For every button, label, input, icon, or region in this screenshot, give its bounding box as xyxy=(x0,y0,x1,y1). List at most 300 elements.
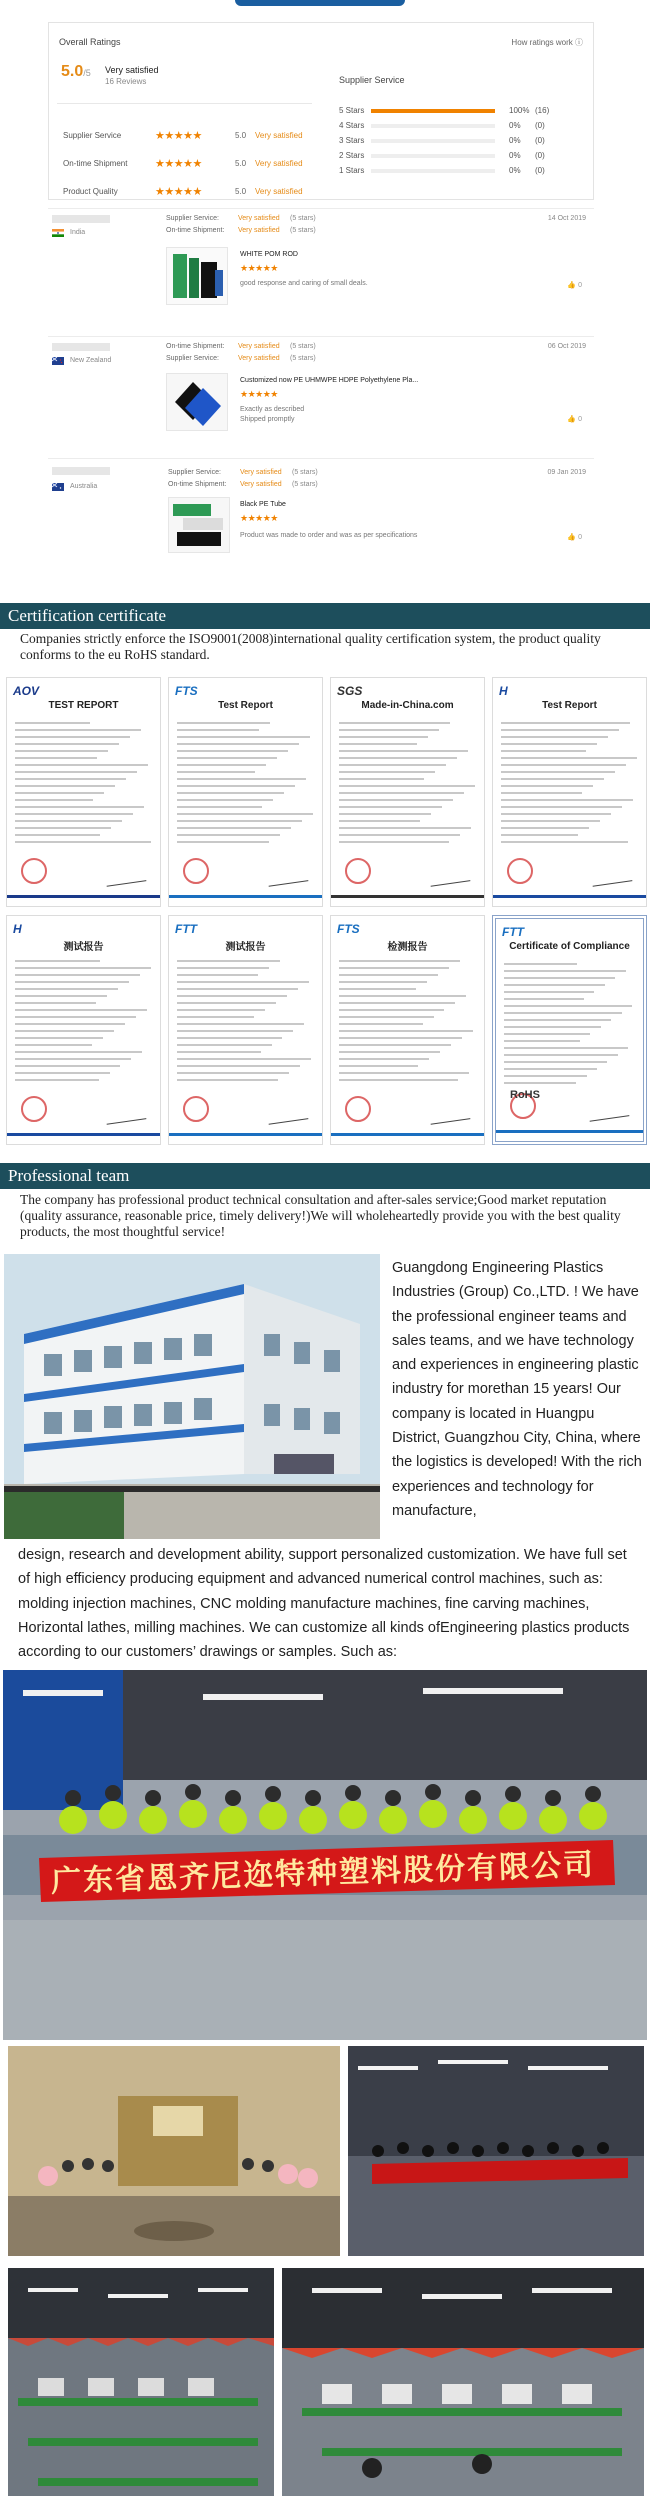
signature-mark xyxy=(106,1111,147,1124)
text-line xyxy=(15,1065,120,1067)
text-line xyxy=(15,778,126,780)
distribution-percent: 100% xyxy=(509,106,530,115)
rating-label: On-time Shipment: xyxy=(166,343,225,350)
text-line xyxy=(339,806,442,808)
text-line xyxy=(177,981,309,983)
text-line xyxy=(177,841,269,843)
product-star-rating: ★★★★★ xyxy=(240,389,278,399)
team-group-photo xyxy=(3,1670,647,2040)
text-line xyxy=(501,722,630,724)
review-rating-line xyxy=(166,355,386,362)
distribution-bar xyxy=(371,139,495,143)
certificate-logo: H xyxy=(499,684,508,698)
distribution-label: 1 Stars xyxy=(339,166,365,175)
text-line xyxy=(15,736,130,738)
text-line xyxy=(501,834,578,836)
signature-mark xyxy=(268,1111,309,1124)
product-thumbnail[interactable] xyxy=(166,247,228,305)
text-line xyxy=(15,1044,92,1046)
certification-heading: Certification certificate xyxy=(0,603,650,629)
product-star-rating: ★★★★★ xyxy=(240,513,278,523)
certificate-seal-icon xyxy=(183,858,209,884)
signature-mark xyxy=(430,1111,471,1124)
text-line xyxy=(15,1051,142,1053)
review-comment: good response and caring of small deals. xyxy=(240,280,368,287)
text-line xyxy=(15,729,141,731)
text-line xyxy=(339,1016,434,1018)
text-line xyxy=(15,813,133,815)
star-rating: ★★★★★ xyxy=(155,130,202,142)
text-line xyxy=(339,778,424,780)
certificate-card[interactable] xyxy=(6,677,161,907)
text-line xyxy=(177,988,298,990)
text-line xyxy=(339,841,449,843)
rating-label: On-time Shipment: xyxy=(168,481,227,488)
certificate-card[interactable] xyxy=(492,677,647,907)
text-line xyxy=(177,995,287,997)
text-line xyxy=(177,771,255,773)
text-line xyxy=(501,820,600,822)
criteria-label: Supplier Service xyxy=(63,131,122,140)
distribution-bar xyxy=(371,124,495,128)
like-button[interactable]: 👍 0 xyxy=(567,416,582,423)
text-line xyxy=(339,1065,418,1067)
distribution-label: 3 Stars xyxy=(339,136,365,145)
text-line xyxy=(177,785,295,787)
product-thumbnail[interactable] xyxy=(166,373,228,431)
text-line xyxy=(339,1002,455,1004)
text-line xyxy=(339,995,466,997)
text-line xyxy=(177,967,269,969)
certificate-title: Made-in-China.com xyxy=(361,700,454,711)
certificate-footer-strip xyxy=(169,895,322,898)
text-line xyxy=(177,757,277,759)
reviewer-name-blurred xyxy=(52,343,110,351)
rating-stars-count: (5 stars) xyxy=(290,215,316,222)
text-line xyxy=(504,1026,601,1028)
distribution-count: (0) xyxy=(535,151,545,160)
certificate-footer-strip xyxy=(331,1133,484,1136)
text-line xyxy=(177,1009,265,1011)
text-line xyxy=(339,1044,451,1046)
text-line xyxy=(339,1030,473,1032)
text-line xyxy=(339,743,417,745)
text-line xyxy=(15,792,104,794)
certificate-text-lines xyxy=(177,960,314,1086)
text-line xyxy=(339,974,438,976)
signature-mark xyxy=(592,873,633,886)
like-count: 0 xyxy=(578,534,582,541)
certificate-logo: AOV xyxy=(13,684,40,698)
text-line xyxy=(339,722,450,724)
certificate-text-lines xyxy=(501,722,638,848)
product-image xyxy=(169,498,229,552)
rating-stars-count: (5 stars) xyxy=(290,343,316,350)
distribution-percent: 0% xyxy=(509,121,521,130)
company-banner-text: 广东省恩齐尼迩特种塑料股份有限公司 xyxy=(50,1847,596,1900)
criteria-label: On-time Shipment xyxy=(63,159,128,168)
text-line xyxy=(15,743,119,745)
text-line xyxy=(177,764,266,766)
text-line xyxy=(177,1023,304,1025)
rating-label: Supplier Service: xyxy=(166,355,219,362)
satisfaction-label: Very satisfied xyxy=(105,65,159,75)
text-line xyxy=(177,1065,300,1067)
text-line xyxy=(15,1079,99,1081)
text-line xyxy=(177,799,273,801)
distribution-bar xyxy=(371,169,495,173)
text-line xyxy=(501,841,628,843)
review-item xyxy=(48,208,594,336)
text-line xyxy=(504,1012,622,1014)
text-line xyxy=(15,1037,103,1039)
text-line xyxy=(501,799,633,801)
certificate-title: Test Report xyxy=(218,700,273,711)
text-line xyxy=(339,967,449,969)
text-line xyxy=(504,1033,590,1035)
text-line xyxy=(504,998,584,1000)
certificate-logo: FTS xyxy=(175,684,198,698)
star-rating: ★★★★★ xyxy=(155,186,202,198)
rohs-badge: RoHS xyxy=(510,1089,540,1101)
text-line xyxy=(15,834,100,836)
criteria-text: Very satisfied xyxy=(255,187,303,196)
rating-stars-count: (5 stars) xyxy=(292,469,318,476)
text-line xyxy=(15,1016,136,1018)
certificate-card[interactable] xyxy=(168,677,323,907)
like-button[interactable]: 👍 0 xyxy=(567,282,582,289)
distribution-bar xyxy=(371,109,495,113)
team-text: The company has professional product technical consultation and after-sales service;Good market reputation (quality assurance, reasonable price, timely delivery!)We will wholeheartedly provide you with the best quality products, the most thoughtful service! xyxy=(20,1192,621,1239)
india-flag-icon xyxy=(52,229,64,237)
text-line xyxy=(339,813,431,815)
text-line xyxy=(15,1030,114,1032)
certificate-card[interactable] xyxy=(492,915,647,1145)
text-line xyxy=(504,1005,632,1007)
distribution-percent: 0% xyxy=(509,166,521,175)
text-line xyxy=(501,757,637,759)
certificate-text-lines xyxy=(15,960,152,1086)
text-line xyxy=(339,771,435,773)
text-line xyxy=(177,743,299,745)
text-line xyxy=(504,991,594,993)
text-line xyxy=(504,1054,618,1056)
text-line xyxy=(15,785,115,787)
certificate-seal-icon xyxy=(183,1096,209,1122)
text-line xyxy=(177,1058,311,1060)
certificate-footer-strip xyxy=(331,895,484,898)
review-date: 06 Oct 2019 xyxy=(547,343,586,350)
certificate-footer-strip xyxy=(496,1130,643,1133)
text-line xyxy=(177,974,258,976)
certificate-text-lines xyxy=(15,722,152,848)
certificate-logo: SGS xyxy=(337,684,363,698)
criteria-label: Product Quality xyxy=(63,187,118,196)
team-heading: Professional team xyxy=(0,1163,650,1189)
text-line xyxy=(177,820,302,822)
certificate-title: Certificate of Compliance xyxy=(509,941,630,952)
text-line xyxy=(177,1044,272,1046)
certificate-title: 检测报告 xyxy=(387,942,428,953)
signature-mark xyxy=(589,1108,630,1121)
certificate-seal-icon xyxy=(21,858,47,884)
overall-score xyxy=(61,63,91,81)
australia-flag-icon xyxy=(52,483,64,491)
text-line xyxy=(15,988,118,990)
product-star-rating: ★★★★★ xyxy=(240,263,278,273)
office-group-image xyxy=(8,2046,340,2256)
text-line xyxy=(177,1030,293,1032)
text-line xyxy=(339,736,428,738)
rating-value: Very satisfied xyxy=(240,469,282,476)
text-line xyxy=(339,1072,469,1074)
review-item xyxy=(48,458,594,558)
distribution-label: 2 Stars xyxy=(339,151,365,160)
certificate-title: 测试报告 xyxy=(63,942,104,953)
distribution-row xyxy=(339,150,589,162)
how-ratings-work-link[interactable]: How ratings work ⓘ xyxy=(511,38,583,47)
text-line xyxy=(501,792,582,794)
signature-mark xyxy=(430,873,471,886)
text-line xyxy=(177,1079,278,1081)
text-line xyxy=(501,750,586,752)
text-line xyxy=(177,1051,261,1053)
rating-stars-count: (5 stars) xyxy=(290,355,316,362)
text-line xyxy=(504,1047,628,1049)
text-line xyxy=(504,1075,587,1077)
reviews-count[interactable]: 16 Reviews xyxy=(105,77,147,86)
text-line xyxy=(177,1072,289,1074)
product-thumbnail[interactable] xyxy=(168,497,230,553)
product-image xyxy=(167,248,227,304)
review-rating-line xyxy=(168,481,388,488)
certificate-seal-icon xyxy=(507,858,533,884)
text-line xyxy=(15,1002,96,1004)
product-name-link[interactable]: WHITE POM ROD xyxy=(240,251,298,258)
text-line xyxy=(339,981,427,983)
criteria-text: Very satisfied xyxy=(255,159,303,168)
rating-label: On-time Shipment: xyxy=(166,227,225,234)
text-line xyxy=(504,977,615,979)
company-description-full: design, research and development ability, support personalized customization. We have full set of high efficiency producing equipment and advanced numerical control machines, such as: molding injection machines, CNC molding manufacture machines, fine carving machines, Horizontal lathes, milling machines. We can customize all kinds ofEngineering plastics products according to our customers’ drawings or samples. Such as: xyxy=(18,1547,630,1661)
text-line xyxy=(15,981,129,983)
distribution-row xyxy=(339,120,589,132)
certificate-title: Test Report xyxy=(542,700,597,711)
text-line xyxy=(15,722,90,724)
text-line xyxy=(501,827,589,829)
certificate-footer-strip xyxy=(7,1133,160,1136)
certificate-logo: H xyxy=(13,922,22,936)
distribution-row xyxy=(339,105,589,117)
office-workspace-image xyxy=(282,2268,644,2496)
text-line xyxy=(501,785,593,787)
text-line xyxy=(504,970,626,972)
distribution-count: (0) xyxy=(535,166,545,175)
distribution-bar xyxy=(371,154,495,158)
rating-stars-count: (5 stars) xyxy=(292,481,318,488)
certificate-logo: FTT xyxy=(502,925,524,939)
text-line xyxy=(177,778,306,780)
criteria-score: 5.0 xyxy=(235,131,247,140)
certificate-text-lines xyxy=(339,722,476,848)
text-line xyxy=(339,1079,458,1081)
text-line xyxy=(177,806,262,808)
certificate-footer-strip xyxy=(493,895,646,898)
reviewer-country: Australia xyxy=(70,483,98,490)
score-value: 5.0 xyxy=(61,63,84,80)
certificate-text-lines xyxy=(504,963,635,1089)
certificate-title: 测试报告 xyxy=(225,942,266,953)
text-line xyxy=(501,806,622,808)
factory-image xyxy=(4,1254,380,1539)
review-date: 09 Jan 2019 xyxy=(547,469,586,476)
criteria-score: 5.0 xyxy=(235,159,247,168)
distribution-title: Supplier Service xyxy=(339,75,405,85)
text-line xyxy=(339,757,457,759)
distribution-label: 5 Stars xyxy=(339,106,365,115)
certificate-card[interactable] xyxy=(6,915,161,1145)
text-line xyxy=(504,1082,576,1084)
text-line xyxy=(504,963,577,965)
text-line xyxy=(504,1068,597,1070)
text-line xyxy=(177,813,313,815)
certificate-logo: FTT xyxy=(175,922,197,936)
text-line xyxy=(15,757,97,759)
rating-stars-count: (5 stars) xyxy=(290,227,316,234)
product-name-link[interactable]: Customized now PE UHMWPE HDPE Polyethylene Pla... xyxy=(240,377,419,384)
text-line xyxy=(15,960,100,962)
reviewer-country: India xyxy=(70,229,86,236)
like-count: 0 xyxy=(578,282,582,289)
certificate-card[interactable] xyxy=(168,915,323,1145)
text-line xyxy=(15,1023,125,1025)
text-line xyxy=(339,827,471,829)
text-line xyxy=(177,960,280,962)
text-line xyxy=(15,1009,147,1011)
text-line xyxy=(339,960,460,962)
office-floor-photo xyxy=(8,2268,274,2496)
review-rating-line xyxy=(166,215,386,222)
text-line xyxy=(501,771,615,773)
review-rating-line xyxy=(168,469,388,476)
text-line xyxy=(177,1037,282,1039)
text-line xyxy=(339,750,468,752)
certificate-text-lines xyxy=(177,722,314,848)
text-line xyxy=(15,995,107,997)
company-description-side: Guangdong Engineering Plastics Industries (Group) Co.,LTD. ! We have the professional engineer teams and sales teams, and we have technology and experiences in engineering plastic industry for morethan 15 years! Our company is located in Huangpu District, Guangzhou City, China, where the logistics is developed! With the rich experiences and technology for manufacture, xyxy=(392,1260,642,1519)
signature-mark xyxy=(268,873,309,886)
rating-value: Very satisfied xyxy=(238,343,280,350)
distribution-count: (16) xyxy=(535,106,550,115)
rating-value: Very satisfied xyxy=(240,481,282,488)
text-line xyxy=(339,1051,440,1053)
factory-building-photo xyxy=(4,1254,380,1539)
text-line xyxy=(177,827,291,829)
criteria-row xyxy=(63,129,303,143)
like-count: 0 xyxy=(578,416,582,423)
star-rating: ★★★★★ xyxy=(155,158,202,170)
text-line xyxy=(177,750,288,752)
office-group-photo xyxy=(8,2046,340,2256)
text-line xyxy=(177,729,259,731)
office-workspace-photo xyxy=(282,2268,644,2496)
rating-value: Very satisfied xyxy=(238,355,280,362)
text-line xyxy=(177,1016,254,1018)
signature-mark xyxy=(106,873,147,886)
criteria-text: Very satisfied xyxy=(255,131,303,140)
text-line xyxy=(15,771,137,773)
rating-label: Supplier Service: xyxy=(168,469,221,476)
text-line xyxy=(177,736,310,738)
text-line xyxy=(15,799,93,801)
distribution-percent: 0% xyxy=(509,136,521,145)
text-line xyxy=(15,841,151,843)
distribution-percent: 0% xyxy=(509,151,521,160)
criteria-score: 5.0 xyxy=(235,187,247,196)
certificate-logo: FTS xyxy=(337,922,360,936)
text-line xyxy=(501,736,608,738)
text-line xyxy=(15,1058,131,1060)
product-image xyxy=(167,374,227,430)
review-comment: Product was made to order and was as per specifications xyxy=(240,532,418,539)
text-line xyxy=(339,1037,462,1039)
overall-ratings-panel xyxy=(48,22,594,200)
certificate-card[interactable] xyxy=(330,915,485,1145)
text-line xyxy=(177,1002,276,1004)
text-line xyxy=(339,820,420,822)
text-line xyxy=(339,785,475,787)
certificate-title: TEST REPORT xyxy=(48,700,119,711)
text-line xyxy=(15,974,140,976)
review-rating-line xyxy=(166,343,386,350)
reviewer-country: New Zealand xyxy=(70,357,112,364)
text-line xyxy=(15,827,111,829)
text-line xyxy=(501,729,619,731)
distribution-row xyxy=(339,135,589,147)
text-line xyxy=(339,1009,444,1011)
certificate-card[interactable] xyxy=(330,677,485,907)
text-line xyxy=(15,764,148,766)
certificate-footer-strip xyxy=(7,895,160,898)
product-name-link[interactable]: Black PE Tube xyxy=(240,501,286,508)
text-line xyxy=(501,778,604,780)
score-max: /5 xyxy=(83,68,91,78)
review-date: 14 Oct 2019 xyxy=(547,215,586,222)
distribution-count: (0) xyxy=(535,136,545,145)
new-zealand-flag-icon xyxy=(52,357,64,365)
criteria-row xyxy=(63,185,303,199)
text-line xyxy=(177,834,280,836)
text-line xyxy=(339,1058,429,1060)
text-line xyxy=(339,1023,423,1025)
office-floor-image xyxy=(8,2268,274,2496)
text-line xyxy=(339,834,460,836)
text-line xyxy=(501,764,626,766)
rating-value: Very satisfied xyxy=(238,227,280,234)
meeting-room-image xyxy=(348,2046,644,2256)
text-line xyxy=(177,792,284,794)
distribution-fill xyxy=(371,109,495,113)
text-line xyxy=(339,729,439,731)
review-rating-line xyxy=(166,227,386,234)
distribution-row xyxy=(339,165,589,177)
text-line xyxy=(501,813,611,815)
text-line xyxy=(15,820,122,822)
rating-value: Very satisfied xyxy=(238,215,280,222)
text-line xyxy=(15,806,144,808)
like-button[interactable]: 👍 0 xyxy=(567,534,582,541)
certificate-footer-strip xyxy=(169,1133,322,1136)
